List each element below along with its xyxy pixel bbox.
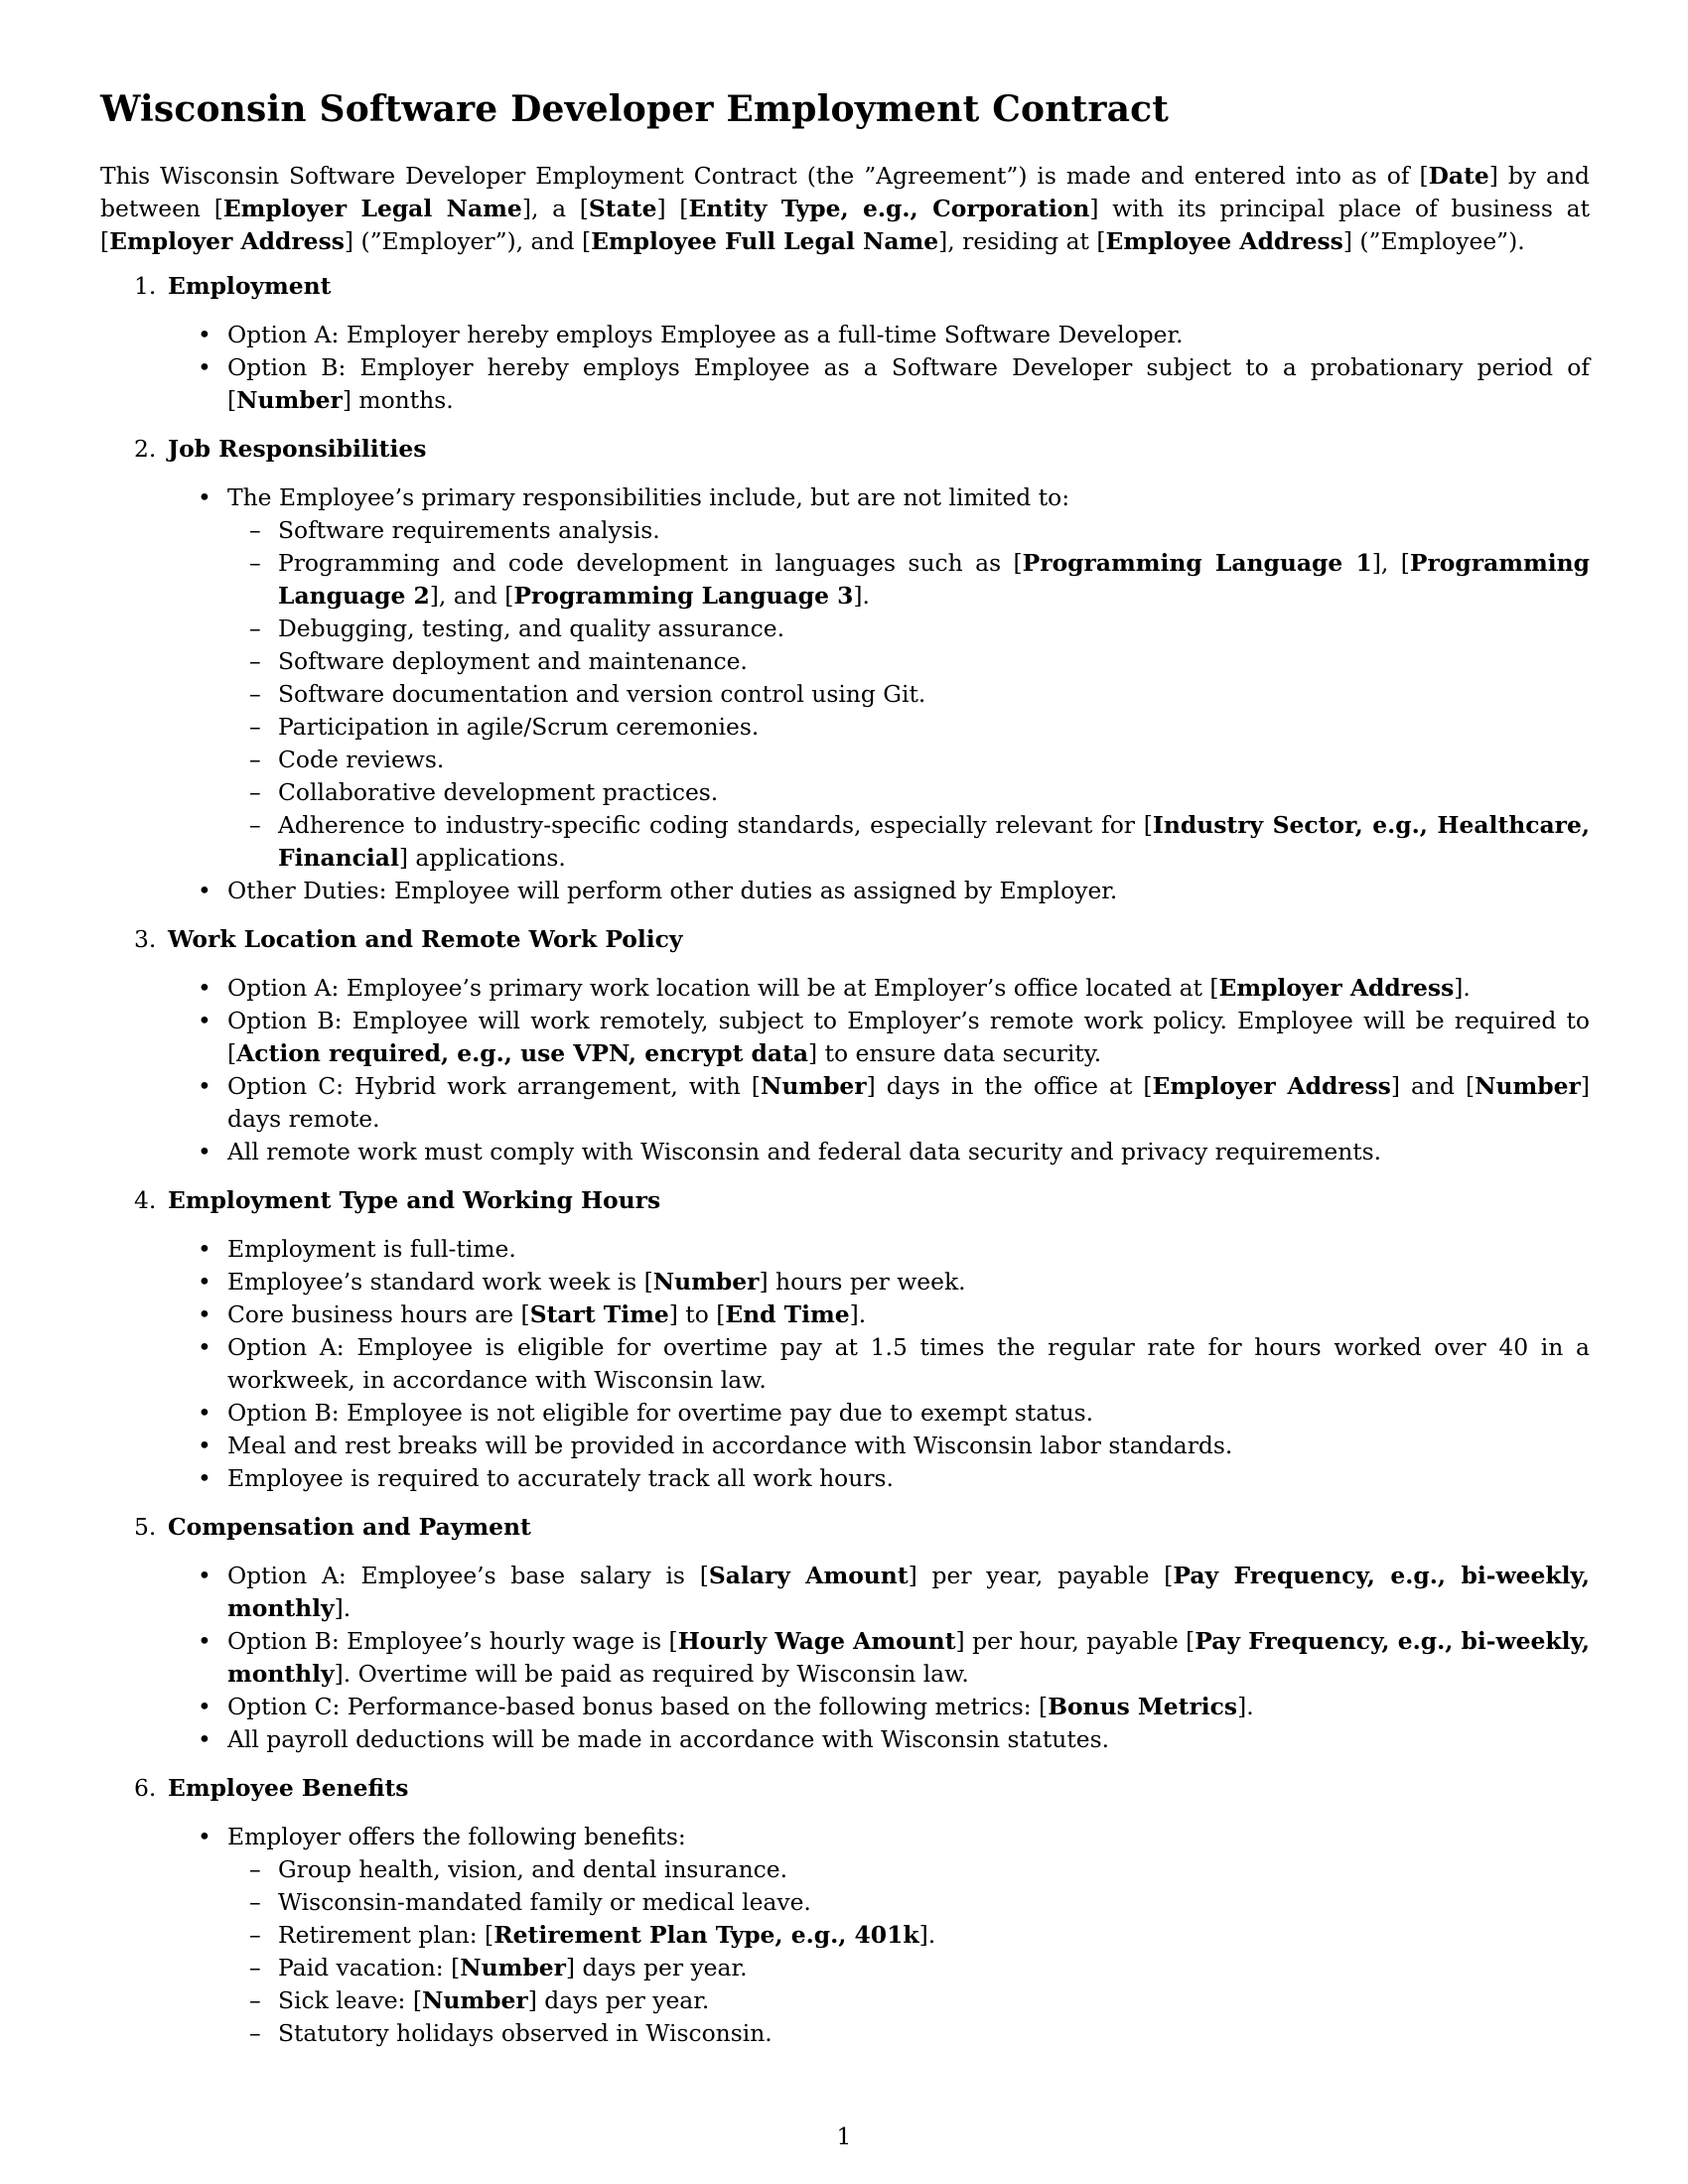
- list-item: – Code reviews.: [227, 744, 1590, 776]
- section-number: 2.: [134, 435, 157, 463]
- item-text: ] applications.: [398, 844, 566, 872]
- section-benefits: [100, 1772, 1590, 2050]
- list-item: – Statutory holidays observed in Wisconsin.: [227, 2017, 1590, 2050]
- field-employer-address: Employer Address: [1152, 1072, 1391, 1100]
- item-text: ], and [: [429, 582, 514, 610]
- item-text: ] days remote.: [227, 1072, 1590, 1133]
- item-text: ] to ensure data security.: [808, 1039, 1102, 1067]
- item-text: The Employee’s primary responsibilities include, but are not limited to:: [227, 483, 1070, 511]
- item-text: Option B: Employee will work remotely, subject to Employer’s remote work policy. Employee will be required to [: [227, 1007, 1590, 1067]
- field-bonus-metrics: Bonus Metrics: [1048, 1693, 1238, 1720]
- item-text: ].: [853, 582, 870, 610]
- field-language-1: Programming Language 1: [1022, 549, 1372, 577]
- field-language-3: Programming Language 3: [513, 582, 854, 610]
- field-entity-type: Entity Type, e.g., Corporation: [688, 195, 1090, 222]
- intro-text: ] by and between [: [100, 162, 1591, 222]
- section-number: 6.: [134, 1774, 157, 1802]
- field-number: Number: [652, 1268, 760, 1296]
- page-title: Wisconsin Software Developer Employment Contract: [100, 88, 1170, 130]
- field-hourly-wage: Hourly Wage Amount: [677, 1627, 956, 1655]
- item-text: ] to [: [668, 1300, 726, 1328]
- intro-text: ], a [: [521, 195, 589, 222]
- list-item: [100, 1005, 1590, 1070]
- item-text: ] per year, payable [: [908, 1562, 1174, 1589]
- field-pay-frequency: Pay Frequency, e.g., bi-weekly, monthly: [227, 1562, 1590, 1622]
- list-item: [100, 1821, 1590, 2050]
- list-item: [227, 1919, 1590, 1952]
- list-item: – Group health, vision, and dental insurance.: [227, 1853, 1590, 1886]
- bullet-list: [100, 972, 1590, 1168]
- list-item: [227, 809, 1590, 875]
- field-end-time: End Time: [725, 1300, 850, 1328]
- list-item: – Debugging, testing, and quality assurance.: [227, 613, 1590, 645]
- list-item: – Wisconsin-mandated family or medical leave.: [227, 1886, 1590, 1919]
- item-text: Core business hours are [: [227, 1300, 530, 1328]
- item-text: Option B: Employee’s hourly wage is [: [227, 1627, 678, 1655]
- list-item: • All payroll deductions will be made in accordance with Wisconsin statutes.: [100, 1723, 1590, 1756]
- item-text: Retirement plan: [: [278, 1921, 494, 1949]
- field-number: Number: [1475, 1072, 1581, 1100]
- list-item: [227, 1952, 1590, 1984]
- list-item: – Software deployment and maintenance.: [227, 645, 1590, 678]
- item-text: ].: [918, 1921, 936, 1949]
- section-work-location: [100, 923, 1590, 1168]
- section-heading: Job Responsibilities: [168, 435, 427, 463]
- field-date: Date: [1428, 162, 1489, 190]
- list-item: • Employee is required to accurately track all work hours.: [100, 1462, 1590, 1495]
- list-item: • Option B: Employee is not eligible for overtime pay due to exempt status.: [100, 1397, 1590, 1430]
- item-text: ].: [334, 1594, 352, 1622]
- list-item: [100, 1266, 1590, 1298]
- field-number: Number: [421, 1986, 528, 2014]
- section-heading: Employee Benefits: [168, 1774, 409, 1802]
- item-text: ]. Overtime will be paid as required by Wisconsin law.: [334, 1660, 969, 1688]
- section-heading: Compensation and Payment: [168, 1513, 531, 1541]
- intro-text: ] [: [656, 195, 689, 222]
- item-text: Option C: Hybrid work arrangement, with [: [227, 1072, 761, 1100]
- list-item: • Other Duties: Employee will perform other duties as assigned by Employer.: [100, 875, 1590, 907]
- item-text: Employer offers the following benefits:: [227, 1823, 686, 1850]
- item-text: ] and [: [1390, 1072, 1476, 1100]
- list-item: [100, 1625, 1590, 1691]
- bullet-list: [100, 1821, 1590, 2050]
- page-number: 1: [836, 2122, 852, 2150]
- item-text: Option B: Employer hereby employs Employee as a Software Developer subject to a probationary period of [: [227, 353, 1590, 414]
- item-text: ].: [1237, 1693, 1254, 1720]
- intro-paragraph: [100, 160, 1590, 258]
- list-item: • Option A: Employee is eligible for overtime pay at 1.5 times the regular rate for hours worked over 40 in a workweek, in accordance with Wisconsin law.: [100, 1331, 1590, 1397]
- dash-list: [227, 514, 1590, 875]
- field-employer-address: Employer Address: [109, 227, 345, 255]
- field-pay-frequency: Pay Frequency, e.g., bi-weekly, monthly: [227, 1627, 1590, 1688]
- item-text: Option A: Employee’s base salary is [: [227, 1562, 709, 1589]
- field-number: Number: [760, 1072, 867, 1100]
- item-text: ] months.: [342, 386, 454, 414]
- section-compensation: [100, 1511, 1590, 1756]
- item-text: Option C: Performance-based bonus based on the following metrics: [: [227, 1693, 1049, 1720]
- item-text: Paid vacation: [: [278, 1954, 461, 1981]
- bullet-list: [100, 1233, 1590, 1495]
- field-language-2: Programming Language 2: [278, 549, 1590, 610]
- list-item: [100, 1298, 1590, 1331]
- list-item: [100, 1691, 1590, 1723]
- list-item: • Employment is full-time.: [100, 1233, 1590, 1266]
- list-item: • All remote work must comply with Wisconsin and federal data security and privacy requirements.: [100, 1136, 1590, 1168]
- intro-text: ] (”Employer”), and [: [344, 227, 592, 255]
- section-heading: Work Location and Remote Work Policy: [168, 925, 683, 953]
- contract-page: [100, 87, 1590, 2066]
- section-number: 1.: [134, 272, 157, 300]
- section-employment: [100, 270, 1590, 417]
- intro-text: ], residing at [: [938, 227, 1106, 255]
- field-employer-name: Employer Legal Name: [222, 195, 522, 222]
- field-employee-address: Employee Address: [1105, 227, 1343, 255]
- section-heading: Employment: [168, 272, 332, 300]
- item-text: ] days in the office at [: [866, 1072, 1153, 1100]
- item-text: ] days per year.: [527, 1986, 710, 2014]
- section-number: 5.: [134, 1513, 157, 1541]
- field-employer-address: Employer Address: [1218, 974, 1455, 1002]
- intro-text: This Wisconsin Software Developer Employment Contract (the ”Agreement”) is made and entered into as of [: [100, 162, 1429, 190]
- list-item: [100, 1070, 1590, 1136]
- intro-text: ] (”Employee”).: [1342, 227, 1525, 255]
- field-action-required: Action required, e.g., use VPN, encrypt data: [236, 1039, 809, 1067]
- intro-text: ] with its principal place of business at [: [100, 195, 1590, 255]
- section-number: 3.: [134, 925, 157, 953]
- dash-list: [227, 1853, 1590, 2050]
- item-text: ].: [1454, 974, 1471, 1002]
- field-employee-name: Employee Full Legal Name: [591, 227, 939, 255]
- item-text: Employee’s standard work week is [: [227, 1268, 653, 1296]
- item-text: ].: [849, 1300, 867, 1328]
- list-item: – Collaborative development practices.: [227, 776, 1590, 809]
- item-text: Sick leave: [: [278, 1986, 422, 2014]
- item-text: ], [: [1371, 549, 1410, 577]
- bullet-list: [100, 319, 1590, 417]
- field-state: State: [588, 195, 657, 222]
- item-text: ] hours per week.: [759, 1268, 966, 1296]
- field-industry-sector: Industry Sector, e.g., Healthcare, Financial: [278, 811, 1591, 872]
- section-employment-type: [100, 1184, 1590, 1495]
- list-item: – Software documentation and version control using Git.: [227, 678, 1590, 711]
- list-item: – Software requirements analysis.: [227, 514, 1590, 547]
- list-item: [227, 1984, 1590, 2017]
- bullet-list: [100, 1560, 1590, 1756]
- item-text: ] days per year.: [565, 1954, 748, 1981]
- list-item: [100, 481, 1590, 875]
- item-text: ] per hour, payable [: [955, 1627, 1196, 1655]
- field-salary-amount: Salary Amount: [708, 1562, 909, 1589]
- list-item: [100, 351, 1590, 417]
- section-heading: Employment Type and Working Hours: [168, 1186, 661, 1214]
- list-item: • Meal and rest breaks will be provided in accordance with Wisconsin labor standards.: [100, 1430, 1590, 1462]
- item-text: Adherence to industry-specific coding standards, especially relevant for [: [278, 811, 1153, 839]
- list-item: [100, 1560, 1590, 1625]
- list-item: [100, 972, 1590, 1005]
- list-item: – Participation in agile/Scrum ceremonies.: [227, 711, 1590, 744]
- section-number: 4.: [134, 1186, 157, 1214]
- field-retirement-plan: Retirement Plan Type, e.g., 401k: [493, 1921, 919, 1949]
- item-text: Option A: Employee’s primary work location will be at Employer’s office located at [: [227, 974, 1219, 1002]
- list-item: • Option A: Employer hereby employs Employee as a full-time Software Developer.: [100, 319, 1590, 351]
- sections-list: [100, 270, 1590, 2050]
- field-number: Number: [460, 1954, 566, 1981]
- item-text: Programming and code development in languages such as [: [278, 549, 1023, 577]
- bullet-list: [100, 481, 1590, 907]
- list-item: [227, 547, 1590, 613]
- section-job-responsibilities: [100, 433, 1590, 907]
- field-start-time: Start Time: [529, 1300, 669, 1328]
- field-number: Number: [236, 386, 343, 414]
